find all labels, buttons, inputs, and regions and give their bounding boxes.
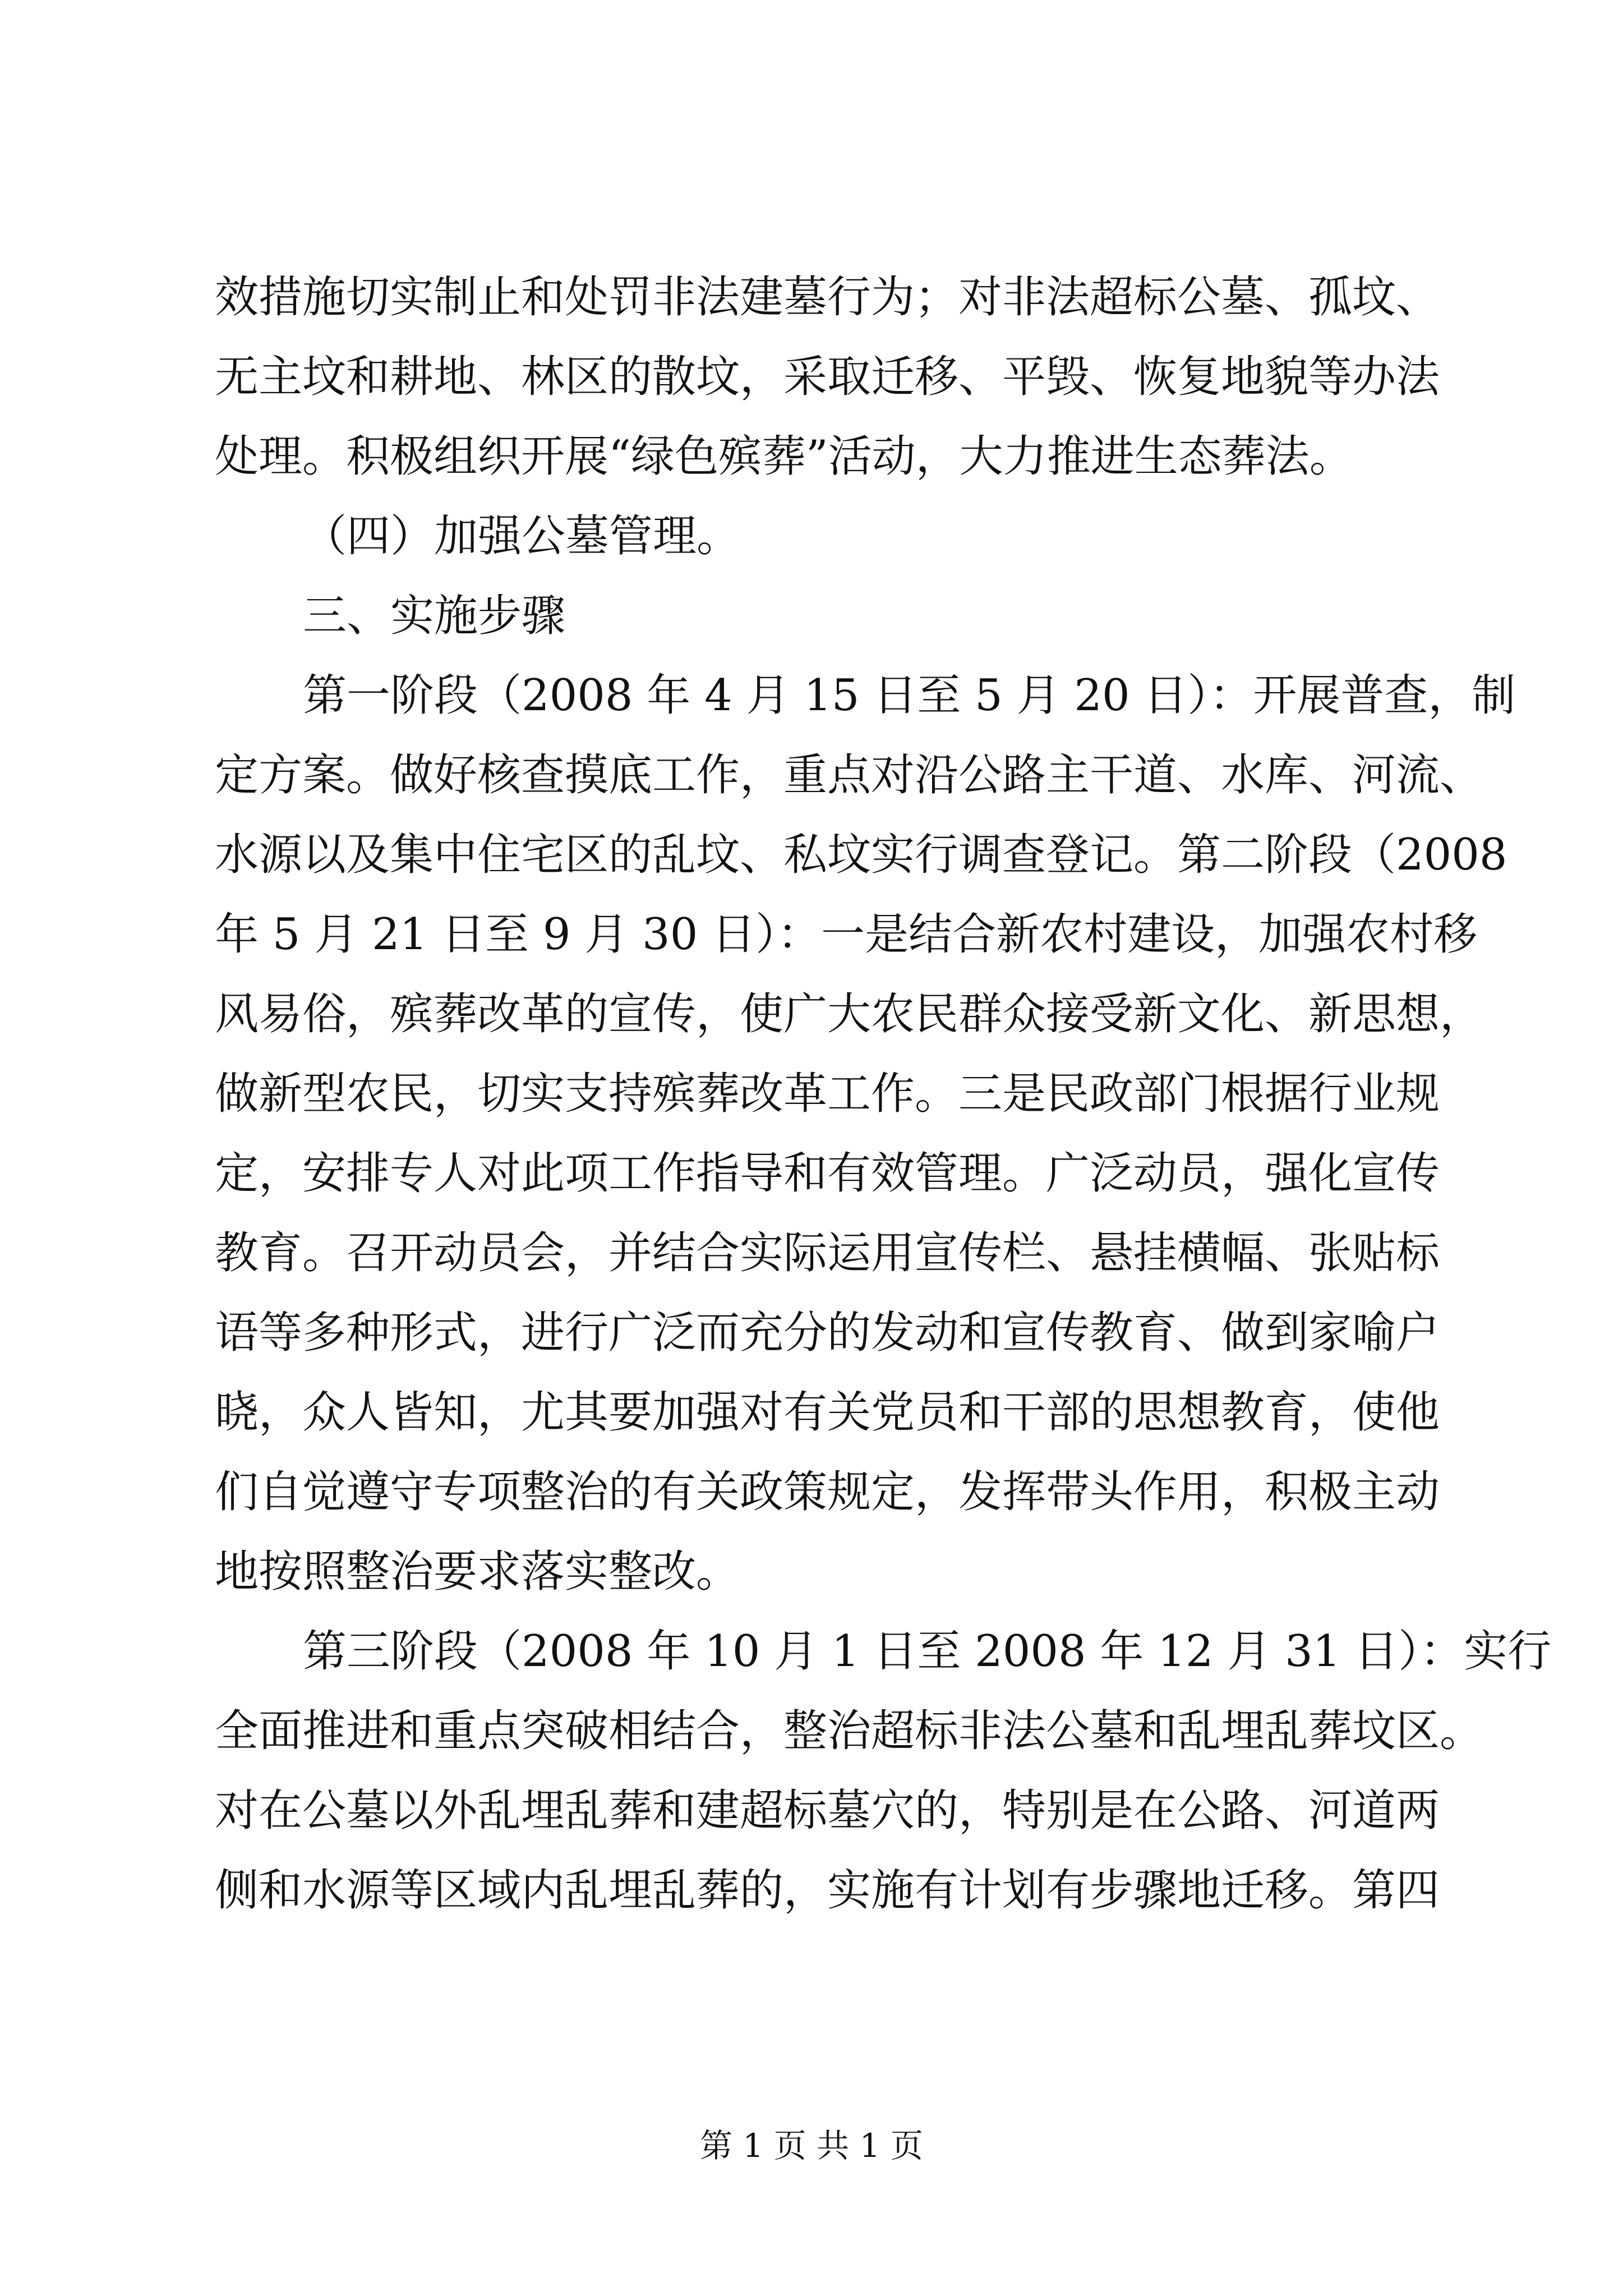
paragraph-line: 第一阶段（2008 年 4 月 15 日至 5 月 20 日）：开展普查，制 bbox=[303, 670, 1516, 721]
page-footer: 第 1 页 共 1 页 bbox=[700, 2127, 923, 2165]
paragraph-line: 定，安排专人对此项工作指导和有效管理。广泛动员，强化宣传 bbox=[215, 1148, 1440, 1199]
paragraph-line: 效措施切实制止和处罚非法建墓行为；对非法超标公墓、孤坟、 bbox=[215, 272, 1440, 323]
paragraph-line: 做新型农民，切实支持殡葬改革工作。三是民政部门根据行业规 bbox=[215, 1069, 1440, 1119]
paragraph-line: 风易俗，殡葬改革的宣传，使广大农民群众接受新文化、新思想， bbox=[215, 989, 1484, 1039]
paragraph-line: 们自觉遵守专项整治的有关政策规定，发挥带头作用，积极主动 bbox=[215, 1467, 1440, 1517]
paragraph-line: 地按照整治要求落实整改。 bbox=[215, 1547, 740, 1597]
paragraph-line: 水源以及集中住宅区的乱坟、私坟实行调查登记。第二阶段（2008 bbox=[215, 830, 1507, 880]
section-heading: 三、实施步骤 bbox=[303, 591, 566, 641]
paragraph-line: 教育。召开动员会，并结合实际运用宣传栏、悬挂横幅、张贴标 bbox=[215, 1228, 1440, 1278]
paragraph-line: 处理。积极组织开展“绿色殡葬”活动，大力推进生态葬法。 bbox=[215, 431, 1353, 482]
paragraph-line: 语等多种形式，进行广泛而充分的发动和宣传教育、做到家喻户 bbox=[215, 1308, 1440, 1358]
paragraph-line: 第三阶段（2008 年 10 月 1 日至 2008 年 12 月 31 日）：实行 bbox=[303, 1626, 1552, 1677]
section-heading: （四）加强公墓管理。 bbox=[303, 511, 741, 562]
paragraph-line: 年 5 月 21 日至 9 月 30 日）：一是结合新农村建设，加强农村移 bbox=[215, 909, 1478, 960]
paragraph-line: 全面推进和重点突破相结合，整治超标非法公墓和乱埋乱葬坟区。 bbox=[215, 1706, 1484, 1756]
paragraph-line: 晓，众人皆知，尤其要加强对有关党员和干部的思想教育，使他 bbox=[215, 1387, 1440, 1438]
paragraph-line: 侧和水源等区域内乱埋乱葬的，实施有计划有步骤地迁移。第四 bbox=[215, 1865, 1440, 1916]
paragraph-line: 对在公墓以外乱埋乱葬和建超标墓穴的，特别是在公路、河道两 bbox=[215, 1786, 1440, 1836]
paragraph-line: 定方案。做好核查摸底工作，重点对沿公路主干道、水库、河流、 bbox=[215, 750, 1484, 800]
paragraph-line: 无主坟和耕地、林区的散坟，采取迁移、平毁、恢复地貌等办法 bbox=[215, 352, 1440, 402]
